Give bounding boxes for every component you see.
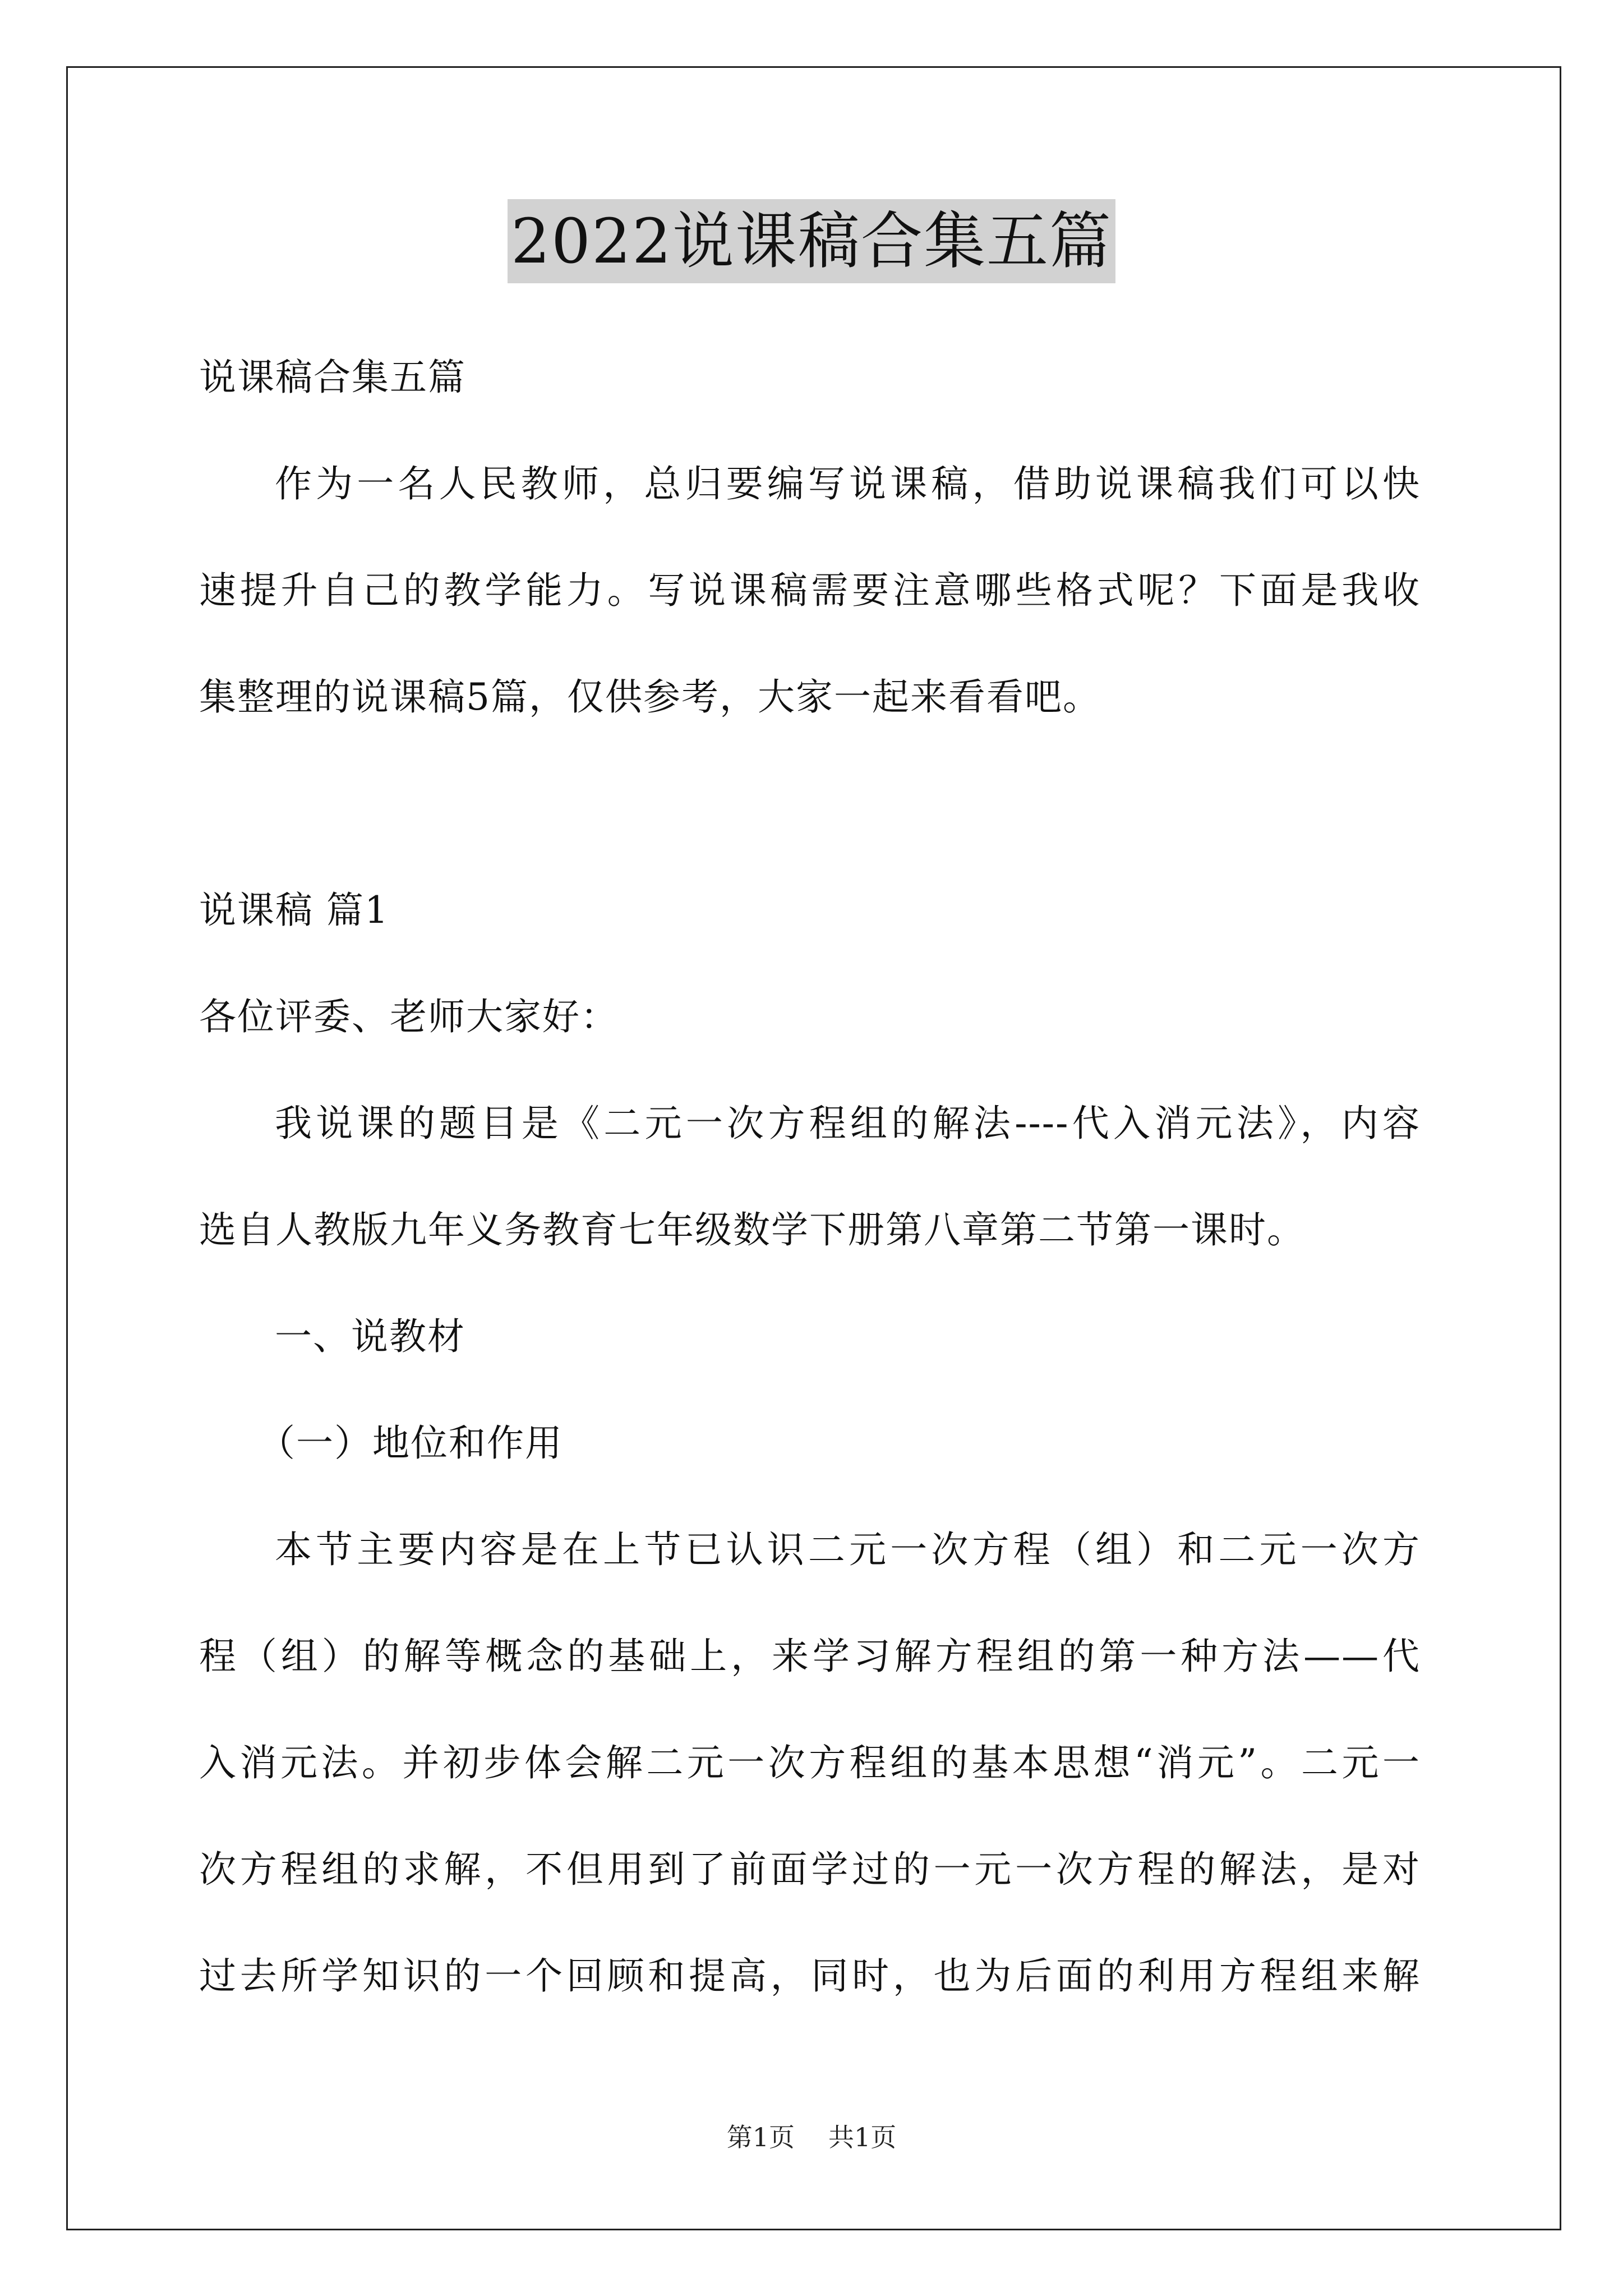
intro-line-2	[199, 565, 1421, 616]
body-line-4	[199, 1844, 1421, 1895]
sub-heading: （一）地位和作用	[258, 1421, 563, 1465]
greeting: 各位评委、老师大家好：	[199, 995, 619, 1038]
part-heading: 一、说教材	[275, 1315, 465, 1358]
title-container	[0, 199, 1623, 283]
body-line-3	[199, 1738, 1421, 1788]
intro-line-2-text: 速提升自己的教学能力。写说课稿需要注意哪些格式呢？下面是我收	[199, 569, 1421, 612]
body-line-2-text: 程（组）的解等概念的基础上，来学习解方程组的第一种方法——代	[199, 1635, 1421, 1678]
page-footer	[0, 2120, 1623, 2154]
document-title: 2022说课稿合集五篇	[508, 199, 1115, 283]
body-line-1-text: 本节主要内容是在上节已认识二元一次方程（组）和二元一次方	[275, 1528, 1421, 1571]
intro-line-1-text: 作为一名人民教师，总归要编写说课稿，借助说课稿我们可以快	[275, 462, 1421, 505]
document-subtitle: 说课稿合集五篇	[199, 356, 466, 399]
topic-line-2: 选自人教版九年义务教育七年级数学下册第八章第二节第一课时。	[199, 1208, 1305, 1251]
body-line-3-text: 入消元法。并初步体会解二元一次方程组的基本思想“消元”。二元一	[199, 1741, 1421, 1784]
body-line-5	[199, 1951, 1421, 2001]
body-line-1	[275, 1525, 1421, 1575]
topic-line-1	[275, 1098, 1421, 1149]
section-heading: 说课稿 篇1	[199, 889, 389, 932]
page-total: 共1页	[828, 2122, 897, 2152]
intro-line-3: 集整理的说课稿5篇，仅供参考，大家一起来看看吧。	[199, 675, 1101, 719]
body-line-2	[199, 1631, 1421, 1682]
body-line-5-text: 过去所学知识的一个回顾和提高，同时，也为后面的利用方程组来解	[199, 1954, 1421, 1998]
intro-line-1	[275, 459, 1421, 509]
body-line-4-text: 次方程组的求解，不但用到了前面学过的一元一次方程的解法，是对	[199, 1848, 1421, 1891]
page-number: 第1页	[726, 2122, 795, 2152]
topic-line-1-text: 我说课的题目是《二元一次方程组的解法----代入消元法》，内容	[275, 1102, 1421, 1145]
